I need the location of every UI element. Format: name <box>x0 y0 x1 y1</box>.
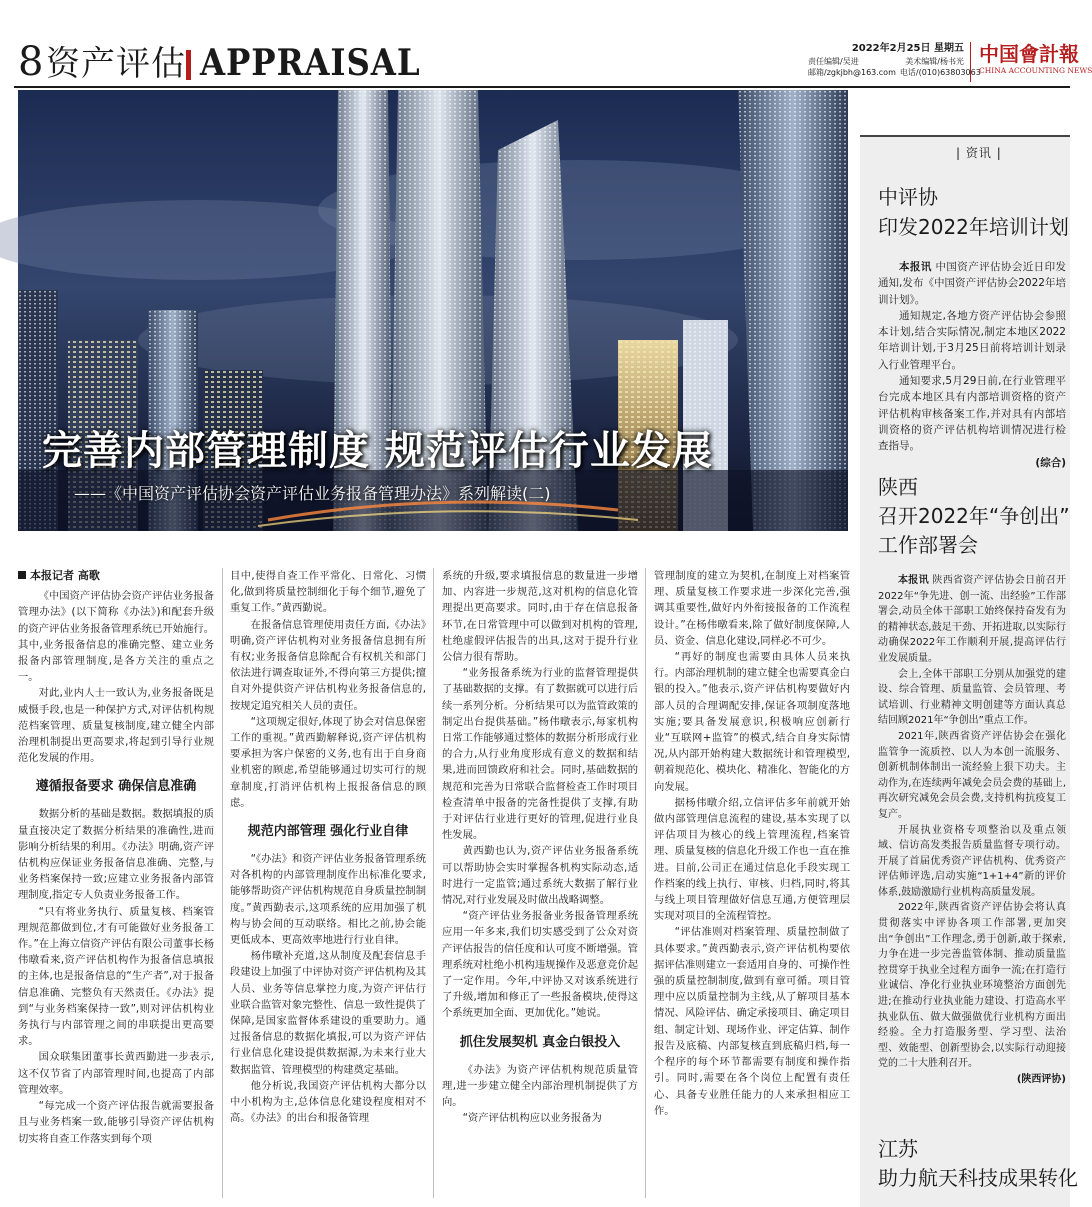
news2-paragraph: 会上,全体干部职工分别从加强党的建设、综合管理、质量监管、会员管理、考试培训、行业精神文明创建等方面认真总结回顾2021年“争创出”重点工作。 <box>878 668 1066 727</box>
article-column-1 <box>18 568 214 1202</box>
paragraph: 系统的升级,要求填报信息的数量进一步增加、内容进一步规范,这对机构的信息化管理提出更高要求。同时,由于存在信息报备环节,在日常管理中可以做到对机构的管理,杜绝虚假评估报告的出具,这对于提升行业公信力很有帮助。 <box>442 570 638 664</box>
paragraph: 目中,使得自查工作平常化、日常化、习惯化,做到将质量控制细化于每个细节,避免了重复工作。”黄西勤说。 <box>230 570 426 615</box>
sidebar-tag: | 资讯 | <box>956 146 1002 160</box>
news3-title-line2: 助力航天科技成果转化 <box>878 1166 1078 1190</box>
article-subheadline: ——《中国资产评估协会资产评估业务报备管理办法》系列解读(二) <box>74 484 551 503</box>
news1-paragraph: 本报讯 中国资产评估协会近日印发通知,发布《中国资产评估协会2022年培训计划》。 <box>878 261 1066 306</box>
paragraph: “只有将业务执行、质量复核、档案管理规范都做到位,才有可能做好业务报备工作。”在上海立信资产评估有限公司董事长杨伟暾看来,资产评估机构作为报备信息填报的主体,也是报备信息的“生产者”,对于报备信息准确、完整负有天然责任。《办法》提到“与业务档案保持一致”,则对评估机构业务执行与内部管理之间的串联提出更高要求。 <box>18 905 214 1048</box>
byline: 本报记者 高歌 <box>18 568 214 584</box>
paragraph: “《办法》和资产评估业务报备管理系统对各机构的内部管理制度作出标准化要求,能够帮助资产评估机构规范自身质量控制制度。”黄西勤表示,这项系统的应用加强了机构与协会间的互动联络。相比之前,协会能更低成本、更高效率地进行行业自律。 <box>230 853 426 947</box>
paragraph: “这项规定很好,体现了协会对信息保密工作的重视。”黄西勤解释说,资产评估机构要承担为客户保密的义务,也有出于自身商业机密的顾虑,希望能够通过切实可行的规章制度,打消评估机构上报报备信息的顾虑。 <box>230 715 426 809</box>
subheading: 规范内部管理 强化行业自律 <box>247 824 409 840</box>
issue-date: 2022年2月25日 星期五 <box>851 43 964 54</box>
paragraph: “评估准则对档案管理、质量控制做了具体要求。”黄西勤表示,资产评估机构要依据评估准则建立一套适用自身的、可操作性强的质量控制制度,做到有章可循。项目管理中应以质量控制为主线,从了解项目基本情况、风险评估、确定承接项目、确定项目组、制定计划、现场作业、评定估算、制作报告及底稿、内部复核直到底稿归档,每一个程序的每个环节都需要有制度和操作指引。同时,需要在各个岗位上配置有责任心、具备专业胜任能力的人来承担相应工作。 <box>654 926 850 1117</box>
news1-paragraph: 通知要求,5月29日前,在行业管理平台完成本地区具有内部培训资格的资产评估机构审核备案工作,并对具有内部培训资格的资产评估机构培训情况进行检查指导。 <box>878 375 1066 453</box>
byline-square-icon <box>18 571 26 579</box>
paragraph: 黄西勤也认为,资产评估业务报备系统可以帮助协会实时掌握各机构实际动态,适时进行一定监管;通过系统大数据了解行业情况,对行业发展及时做出战略调整。 <box>442 845 638 907</box>
news1-body <box>878 259 1066 471</box>
column-divider <box>433 568 434 1198</box>
logo-cn: 中国會計報 <box>979 42 1079 66</box>
section-title-en: APPRAISAL <box>200 42 421 84</box>
email-contact: 邮箱/zgkjbh@163.com <box>808 68 896 77</box>
paragraph: 在报备信息管理使用责任方面,《办法》明确,资产评估机构对业务报备信息拥有所有权;业务报备信息除配合有权机关和部门依法进行调查取证外,不得向第三方提供;擅自对外提供资产评估机构业务报备信息的,按规定追究相关人员的责任。 <box>230 618 426 712</box>
logo-en: CHINA ACCOUNTING NEWS <box>979 66 1092 75</box>
news2-title-line3: 工作部署会 <box>878 533 978 557</box>
news1-title-line1: 中评协 <box>878 185 938 209</box>
editor-credit: 责任编辑/吴进 <box>808 57 859 66</box>
page-number: 8 <box>18 39 44 85</box>
news2-title-line1: 陕西 <box>878 475 918 499</box>
paragraph: “每完成一个资产评估报告就需要报备且与业务档案一致,能够引导资产评估机构切实将自查工作落实到每个项 <box>18 1100 214 1145</box>
article-column-4 <box>654 568 850 1202</box>
news1-paragraph: 通知规定,各地方资产评估协会参照本计划,结合实际情况,制定本地区2022年培训计划,于3月25日前将培训计划录入行业管理平台。 <box>878 309 1066 371</box>
news-sidebar <box>860 135 1078 1207</box>
news1-title-line2: 印发2022年培训计划 <box>878 215 1069 239</box>
news2-title-line2: 召开2022年“争创出” <box>878 504 1070 528</box>
news2-paragraph: 2021年,陕西省资产评估协会在强化监管争一流质控、以人为本创一流服务、创新机制体制出一流经验上狠下功夫。主动作为,在连续两年减免会员会费的基础上,再次研究减免会员会费,支持机构抗疫复工复产。 <box>878 730 1066 820</box>
section-title-cn: 资产评估 <box>46 44 186 84</box>
paragraph: “资产评估机构应以业务报备为 <box>462 1112 602 1125</box>
column-divider <box>645 568 646 1198</box>
news2-paragraph: 2022年,陕西省资产评估协会将认真贯彻落实中评协各项工作部署,更加突出“争创出”工作理念,勇于创新,敢于探索,力争在进一步完善监管体制、推动质量监控贯穿于执业全过程方面争一流;在打造行业诚信、净化行业执业环境整治方面创先进;在推动行业执业能力建设、打造高水平执业队伍、做大做强做优行业机构方面出经验。全力打造服务型、学习型、法治型、效能型、创新型协会,以实际行动迎接党的二十大胜利召开。 <box>878 902 1066 1070</box>
paragraph: 国众联集团董事长黄西勤进一步表示,这不仅节省了内部管理时间,也提高了内部管理效率。 <box>18 1051 214 1096</box>
issue-meta <box>804 42 981 78</box>
subheading: 抓住发展契机 真金白银投入 <box>459 1034 621 1050</box>
art-editor-credit: 美术编辑/杨书光 <box>905 57 964 66</box>
news2-source: (陕西评协) <box>1016 1074 1066 1085</box>
article-headline: 完善内部管理制度 规范评估行业发展 <box>42 427 713 474</box>
news2-body <box>878 573 1066 1088</box>
news2-paragraph: 开展执业资格专项整治以及重点领域、信访高发类报告质量监督专项行动。开展了首届优秀资产评估机构、优秀资产评估师评选,启动实施“1+1+4”新的评价体系,鼓励激励行业机构高质量发展。 <box>878 824 1066 898</box>
news3-title-line1: 江苏 <box>878 1137 918 1161</box>
column-divider <box>222 568 223 1198</box>
phone-contact: 电话/(010)63803063 <box>899 68 981 77</box>
paragraph: 数据分析的基础是数据。数据填报的质量直接决定了数据分析结果的准确性,进而影响分析结果的利用。《办法》明确,资产评估机构应保证业务报备信息准确、完整,与业务档案保持一致;应建立业务报备内部管理制度,指定专人负责业务报备工作。 <box>18 808 214 902</box>
news1-source: (综合) <box>1035 456 1066 469</box>
section-divider-bar <box>186 50 191 80</box>
paragraph: 管理制度的建立为契机,在制度上对档案管理、质量复核工作要求进一步深化完善,强调其重要性,做好内外衔接报备的工作流程设计。”在杨伟暾看来,除了做好制度保障,人员、资金、信息化建设,同样必不可少。 <box>654 570 850 647</box>
article-column-3 <box>442 568 638 1202</box>
paragraph: 他分析说,我国资产评估机构大都分以中小机构为主,总体信息化建设程度相对不高。《办法》的出台和报备管理 <box>230 1079 426 1125</box>
paragraph: 《中国资产评估协会资产评估业务报备管理办法》(以下简称《办法》)和配套升级的资产评估业务报备管理系统已开始施行。其中,业务报备信息的准确完整、建立业务报备内部管理制度,是各方关注的重点之一。 <box>18 590 214 684</box>
header-rule <box>14 86 1070 88</box>
newspaper-logo <box>970 42 1092 82</box>
paragraph: 对此,业内人士一致认为,业务报备既是威慑手段,也是一种保护方式,对评估机构规范档案管理、质量复核制度,建立健全内部治理机制提出更高要求,将起到引导行业规范化发展的作用。 <box>18 687 214 765</box>
news2-paragraph: 本报讯 陕西省资产评估协会日前召开2022年“争先进、创一流、出经验”工作部署会,动员全体干部职工始终保持奋发有为的精神状态,鼓足干劲、开拓进取,以实际行动确保2022年工作顺利开展,提高评估行业发展质量。 <box>878 575 1066 664</box>
paragraph: “业务报备系统为行业的监督管理提供了基础数据的支撑。有了数据就可以进行后续一系列分析。分析结果可以为监管政策的制定出台提供基础。”杨伟暾表示,每家机构日常工作能够通过整体的数据分析形成行业的合力,从行业角度形成有意义的数据和结果,进而回馈政府和社会。同时,基础数据的规范和完善为日常联合监督检查工作时项目检查清单中报备的完备性提供了支撑,有助于对评估行业进行更好的管理,促进行业良性发展。 <box>442 667 638 842</box>
paragraph: 杨伟暾补充道,这从制度及配套信息手段建设上加强了中评协对资产评估机构及其人员、业务等信息掌控力度,为资产评估行业联合监管对象完整性、信息一致性提供了保障,是国家监督体系建设的重要助力。通过报备信息的数据化填报,可以为资产评估行业信息化建设提供数据源,为未来行业大数据监管、管理模型的构建奠定基础。 <box>230 950 426 1076</box>
paragraph: “再好的制度也需要由具体人员来执行。内部治理机制的建立健全也需要真金白银的投入。”他表示,资产评估机构要做好内部人员的合理调配安排,保证各项制度落地实施;要具备发展意识,积极响应创新行业“互联网+监管”的模式,结合自身实际情况,从内部开始构建大数据统计和管理模型,朝着规范化、模块化、精准化、智能化的方向发展。 <box>654 651 850 793</box>
page-header <box>14 30 1092 86</box>
subheading: 遵循报备要求 确保信息准确 <box>35 779 197 795</box>
paragraph: “资产评估业务报备业务报备管理系统应用一年多来,我们切实感受到了公众对资产评估报告的信任度和认可度不断增强。管理系统对杜绝小机构违规操作及恶意竞价起了一定作用。今年,中评协又对该系统进行了升级,增加和修正了一些报备模块,使得这个系统更加全面、更加优化。”她说。 <box>442 910 638 1020</box>
paragraph: 《办法》为资产评估机构规范质量管理,进一步建立健全内部治理机制提供了方向。 <box>442 1063 638 1109</box>
hero-photo <box>18 90 848 531</box>
article-column-2 <box>230 568 426 1202</box>
paragraph: 据杨伟暾介绍,立信评估多年前就开始做内部管理信息流程的建设,基本实现了以评估项目为核心的线上管理流程,档案管理、质量复核的信息化升级工作也一直在推进。目前,公司正在通过信息化手段实现工作档案的线上执行、审核、归档,同时,将其与线上项目管理做好信息互通,方便管理层实现对项目的全流程管控。 <box>654 796 850 923</box>
